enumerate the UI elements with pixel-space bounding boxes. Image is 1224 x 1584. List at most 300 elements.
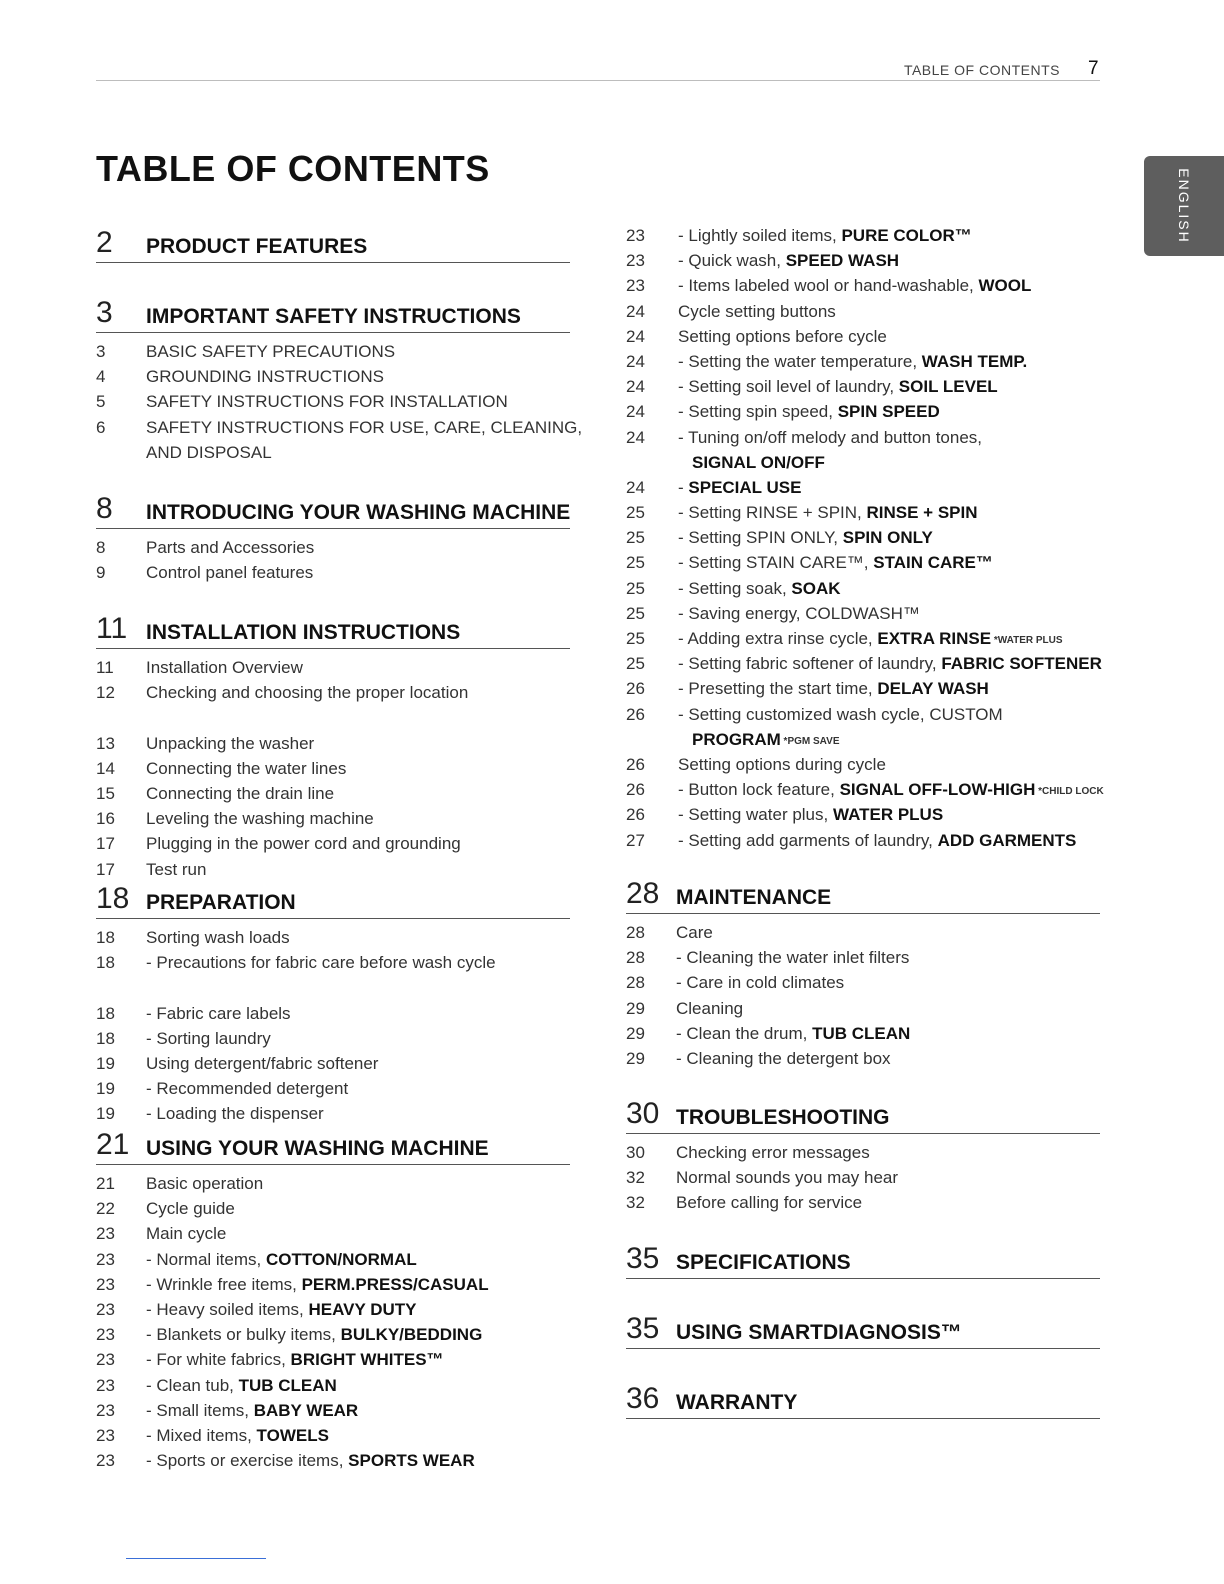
entry-label: - Button lock feature, bbox=[678, 780, 840, 800]
toc-entry[interactable] bbox=[96, 1373, 570, 1398]
language-tab[interactable] bbox=[1144, 156, 1224, 256]
entry-text bbox=[678, 349, 1126, 374]
entry-page-number: 14 bbox=[96, 758, 115, 778]
entry-text bbox=[678, 601, 1126, 626]
entry-page-number: 29 bbox=[626, 1048, 645, 1068]
entry-text bbox=[146, 806, 590, 831]
entry-page-number: 18 bbox=[96, 953, 115, 973]
toc-section bbox=[96, 492, 570, 585]
toc-entry[interactable] bbox=[626, 702, 1106, 752]
toc-entry[interactable] bbox=[96, 560, 570, 585]
entry-label: - Sports or exercise items, bbox=[146, 1451, 349, 1471]
running-title: TABLE OF CONTENTS bbox=[903, 62, 1060, 78]
entry-label: - Fabric care labels bbox=[146, 1003, 291, 1023]
entry-keyword: SIGNAL OFF-LOW-HIGH bbox=[839, 780, 1036, 800]
toc-entry[interactable] bbox=[96, 781, 570, 806]
entry-text bbox=[146, 560, 590, 585]
entry-page-number: 32 bbox=[626, 1193, 645, 1213]
toc-entry[interactable] bbox=[626, 1190, 1100, 1215]
entry-text bbox=[146, 925, 590, 950]
toc-section bbox=[96, 882, 570, 1127]
section-entries bbox=[96, 333, 583, 465]
entry-label: Installation Overview bbox=[146, 658, 303, 677]
section-entries bbox=[96, 649, 570, 882]
entry-label: Connecting the water lines bbox=[146, 758, 347, 778]
entry-label: - Small items, bbox=[146, 1400, 254, 1420]
entry-text bbox=[678, 676, 1126, 701]
entry-label: - Setting SPIN ONLY, bbox=[678, 528, 843, 548]
entry-label: Checking error messages bbox=[676, 1143, 870, 1162]
entry-label: - Setting add garments of laundry, bbox=[678, 830, 938, 850]
entry-page-number: 25 bbox=[626, 553, 645, 573]
entry-label: - Items labeled wool or hand-washable, bbox=[678, 276, 979, 296]
entry-page-number: 24 bbox=[626, 402, 645, 422]
entry-page-number: 29 bbox=[626, 998, 645, 1018]
entry-label: Plugging in the power cord and grounding bbox=[146, 834, 461, 854]
toc-entry[interactable] bbox=[96, 1398, 570, 1423]
entry-page-number: 22 bbox=[96, 1199, 115, 1219]
toc-entry[interactable] bbox=[96, 1196, 570, 1221]
section-title: MAINTENANCE bbox=[676, 886, 832, 909]
entry-label: - bbox=[678, 477, 689, 497]
entry-keyword: WATER PLUS bbox=[832, 805, 944, 825]
toc-entry[interactable] bbox=[626, 996, 1100, 1021]
entry-label: Control panel features bbox=[146, 563, 314, 583]
entry-keyword: STAIN CARE™ bbox=[873, 553, 993, 573]
entry-label: - Quick wash, bbox=[678, 251, 786, 271]
entry-keyword: HEAVY DUTY bbox=[308, 1299, 417, 1319]
entry-page-number: 26 bbox=[626, 754, 645, 774]
entry-text bbox=[146, 1247, 590, 1272]
section-entries bbox=[626, 914, 1100, 1071]
footer-link-rule bbox=[126, 1558, 266, 1559]
entry-label: - Setting the water temperature, bbox=[678, 351, 922, 371]
section-title: PREPARATION bbox=[146, 891, 296, 914]
section-heading[interactable] bbox=[626, 1312, 1100, 1349]
entry-keyword: SPIN SPEED bbox=[837, 402, 940, 422]
entry-keyword: WASH TEMP. bbox=[921, 351, 1028, 371]
entry-page-number: 23 bbox=[96, 1325, 115, 1345]
entry-page-number: 17 bbox=[96, 834, 115, 854]
toc-entry[interactable] bbox=[626, 425, 1106, 475]
entry-text bbox=[676, 1165, 1120, 1190]
entry-keyword: PURE COLOR™ bbox=[841, 226, 972, 245]
entry-page-number: 23 bbox=[96, 1350, 115, 1370]
page-number: 7 bbox=[1088, 58, 1099, 79]
entry-page-number: 23 bbox=[96, 1224, 115, 1244]
entry-keyword: SOIL LEVEL bbox=[898, 377, 998, 397]
toc-entry[interactable] bbox=[96, 339, 570, 364]
entry-label: Leveling the washing machine bbox=[146, 809, 374, 829]
toc-entry[interactable] bbox=[96, 1026, 570, 1051]
entry-text bbox=[678, 500, 1126, 525]
entry-label: - Clean the drum, bbox=[676, 1023, 813, 1043]
entry-text bbox=[146, 1026, 590, 1051]
entry-text bbox=[678, 651, 1126, 676]
toc-section bbox=[96, 226, 570, 263]
entry-text bbox=[678, 324, 1126, 349]
toc-entry[interactable] bbox=[96, 1322, 570, 1347]
entry-text bbox=[678, 550, 1126, 575]
entry-text bbox=[146, 831, 590, 856]
entry-label: Parts and Accessories bbox=[146, 538, 315, 557]
toc-entry[interactable] bbox=[626, 1021, 1100, 1046]
entry-text bbox=[146, 1322, 590, 1347]
section-entries bbox=[626, 1134, 1100, 1216]
entry-page-number: 23 bbox=[96, 1425, 115, 1445]
toc-entry[interactable] bbox=[96, 1448, 570, 1473]
toc-entry[interactable] bbox=[96, 1272, 570, 1297]
section-entries bbox=[96, 1165, 570, 1473]
entry-keyword: BABY WEAR bbox=[253, 1400, 359, 1420]
entry-page-number: 26 bbox=[626, 704, 645, 724]
entry-text bbox=[146, 1076, 590, 1101]
entry-label: Checking and choosing the proper location bbox=[146, 683, 469, 703]
entry-label: - Setting STAIN CARE™, bbox=[678, 553, 874, 573]
toc-entry[interactable] bbox=[96, 1076, 570, 1101]
section-heading[interactable] bbox=[626, 1097, 1100, 1134]
section-entries bbox=[96, 529, 570, 585]
toc-entry[interactable] bbox=[626, 945, 1100, 970]
entry-label: - Normal items, bbox=[146, 1249, 266, 1269]
entry-keyword: TOWELS bbox=[256, 1425, 329, 1445]
toc-entry[interactable] bbox=[96, 1347, 570, 1372]
entry-text bbox=[678, 828, 1126, 853]
entry-text bbox=[678, 374, 1126, 399]
entry-text bbox=[676, 970, 1120, 995]
entry-text bbox=[678, 576, 1126, 601]
entry-page-number: 23 bbox=[626, 251, 645, 271]
toc-section bbox=[96, 612, 570, 882]
entry-page-number: 23 bbox=[626, 226, 645, 245]
section-heading[interactable] bbox=[96, 492, 570, 529]
section-heading[interactable] bbox=[96, 1128, 570, 1165]
entry-label: - Mixed items, bbox=[146, 1425, 257, 1445]
entry-keyword: PROGRAM bbox=[692, 729, 781, 749]
entry-text bbox=[146, 1272, 590, 1297]
toc-entry[interactable] bbox=[96, 925, 570, 950]
toc-entry[interactable] bbox=[626, 223, 1106, 248]
toc-section bbox=[626, 1382, 1100, 1419]
section-heading[interactable] bbox=[96, 296, 570, 333]
toc-entry[interactable] bbox=[96, 1221, 570, 1246]
entry-text bbox=[146, 1398, 590, 1423]
toc-entry[interactable] bbox=[96, 731, 570, 756]
entry-page-number: 25 bbox=[626, 603, 645, 623]
entry-page-number: 28 bbox=[626, 923, 645, 942]
toc-section bbox=[96, 1128, 570, 1473]
entry-page-number: 17 bbox=[96, 859, 115, 879]
section-title: USING YOUR WASHING MACHINE bbox=[146, 1137, 489, 1160]
entry-label: GROUNDING INSTRUCTIONS bbox=[146, 367, 384, 387]
entry-page-number: 18 bbox=[96, 1028, 115, 1048]
toc-entry[interactable] bbox=[626, 777, 1106, 802]
entry-page-number: 24 bbox=[626, 326, 645, 346]
entry-keyword: COTTON/NORMAL bbox=[265, 1249, 417, 1269]
entry-keyword: BRIGHT WHITES™ bbox=[290, 1350, 444, 1370]
toc-entry[interactable] bbox=[626, 1046, 1100, 1071]
toc-entry[interactable] bbox=[96, 655, 570, 680]
toc-entry[interactable] bbox=[626, 475, 1106, 500]
toc-entry[interactable] bbox=[626, 1165, 1100, 1190]
entry-text bbox=[678, 702, 1126, 754]
toc-entry[interactable] bbox=[96, 806, 570, 831]
entry-page-number: 28 bbox=[626, 973, 645, 993]
section-heading[interactable] bbox=[96, 882, 570, 919]
toc-entry[interactable] bbox=[626, 676, 1106, 701]
entry-page-number: 23 bbox=[96, 1400, 115, 1420]
toc-entry[interactable] bbox=[626, 399, 1106, 424]
section-page-number: 35 bbox=[626, 1312, 660, 1345]
entry-label: - Cleaning the water inlet filters bbox=[676, 948, 910, 968]
entry-keyword: TUB CLEAN bbox=[812, 1023, 911, 1043]
entry-label: - Lightly soiled items, bbox=[678, 226, 842, 245]
entry-page-number: 25 bbox=[626, 629, 645, 649]
entry-page-number: 18 bbox=[96, 928, 115, 947]
section-title: INTRODUCING YOUR WASHING MACHINE bbox=[146, 501, 571, 524]
entry-page-number: 19 bbox=[96, 1079, 115, 1099]
section-entries bbox=[96, 919, 570, 1127]
entry-keyword: FABRIC SOFTENER bbox=[941, 654, 1102, 674]
toc-entry[interactable] bbox=[96, 535, 570, 560]
entry-label: - Saving energy, COLDWASH™ bbox=[678, 603, 920, 623]
entry-label: Main cycle bbox=[146, 1224, 227, 1244]
toc-entry[interactable] bbox=[626, 920, 1100, 945]
entry-text bbox=[146, 1448, 590, 1473]
entry-text bbox=[676, 1046, 1120, 1071]
entry-label: Cleaning bbox=[676, 998, 744, 1018]
entry-text bbox=[676, 996, 1120, 1021]
entry-text bbox=[146, 1221, 590, 1246]
toc-section bbox=[626, 1312, 1100, 1349]
entry-label: Connecting the drain line bbox=[146, 783, 335, 803]
toc-entry[interactable] bbox=[96, 364, 570, 389]
entry-keyword: ADD GARMENTS bbox=[937, 830, 1077, 850]
toc-entry[interactable] bbox=[626, 802, 1106, 827]
entry-label: - Setting fabric softener of laundry, bbox=[678, 654, 942, 674]
toc-entry[interactable] bbox=[96, 680, 570, 730]
entry-page-number: 26 bbox=[626, 780, 645, 800]
entry-text bbox=[146, 1171, 590, 1196]
entry-page-number: 24 bbox=[626, 351, 645, 371]
toc-entry[interactable] bbox=[96, 1171, 570, 1196]
toc-entry[interactable] bbox=[626, 601, 1106, 626]
entry-text bbox=[146, 535, 590, 560]
section-heading[interactable] bbox=[626, 877, 1100, 914]
entry-page-number: 25 bbox=[626, 528, 645, 548]
entry-label: Setting options during cycle bbox=[678, 754, 886, 774]
entry-page-number: 5 bbox=[96, 392, 106, 412]
toc-entry[interactable] bbox=[626, 273, 1106, 298]
toc-entry[interactable] bbox=[626, 500, 1106, 525]
entry-text bbox=[678, 752, 1126, 777]
toc-entry[interactable] bbox=[626, 651, 1106, 676]
entry-text bbox=[678, 223, 1126, 248]
entry-text bbox=[146, 950, 590, 975]
entry-page-number: 25 bbox=[626, 503, 645, 523]
entry-label: SAFETY INSTRUCTIONS FOR INSTALLATION bbox=[146, 392, 508, 412]
section-page-number: 8 bbox=[96, 492, 113, 525]
entry-page-number: 23 bbox=[96, 1451, 115, 1471]
entry-label: - Blankets or bulky items, bbox=[146, 1325, 341, 1345]
entry-page-number: 26 bbox=[626, 679, 645, 699]
toc-entry[interactable] bbox=[626, 299, 1106, 324]
section-page-number: 11 bbox=[96, 612, 128, 645]
entry-page-number: 12 bbox=[96, 683, 115, 703]
toc-entry[interactable] bbox=[96, 1001, 570, 1026]
entry-text bbox=[678, 802, 1126, 827]
entry-label: SAFETY INSTRUCTIONS FOR USE, CARE, CLEANING, AND DISPOSAL bbox=[146, 417, 583, 462]
toc-section bbox=[626, 877, 1100, 1071]
toc-entry[interactable] bbox=[626, 349, 1106, 374]
header-rule bbox=[96, 80, 1100, 81]
entry-label: Normal sounds you may hear bbox=[676, 1168, 899, 1188]
entry-page-number: 21 bbox=[96, 1174, 115, 1193]
entry-page-number: 16 bbox=[96, 809, 115, 829]
section-heading[interactable] bbox=[96, 226, 570, 263]
entry-label: - Setting soak, bbox=[678, 578, 792, 598]
toc-entry[interactable] bbox=[96, 415, 583, 465]
entry-page-number: 23 bbox=[96, 1249, 115, 1269]
entry-label: - Cleaning the detergent box bbox=[676, 1048, 891, 1068]
entry-text bbox=[146, 1101, 590, 1126]
toc-entry[interactable] bbox=[626, 374, 1106, 399]
section-title: IMPORTANT SAFETY INSTRUCTIONS bbox=[146, 305, 521, 328]
toc-entry[interactable] bbox=[626, 828, 1106, 853]
entry-text bbox=[146, 857, 590, 882]
entry-label: - For white fabrics, bbox=[146, 1350, 291, 1370]
entry-text bbox=[146, 680, 590, 705]
toc-entry[interactable] bbox=[626, 248, 1106, 273]
entry-keyword: PERM.PRESS/CASUAL bbox=[301, 1274, 489, 1294]
section-page-number: 30 bbox=[626, 1097, 660, 1130]
section-title: USING SMARTDIAGNOSIS™ bbox=[676, 1321, 962, 1344]
entry-text bbox=[146, 1373, 590, 1398]
toc-entry[interactable] bbox=[626, 970, 1100, 995]
entry-label: - Sorting laundry bbox=[146, 1028, 271, 1048]
entry-text bbox=[678, 777, 1126, 804]
entry-label: - Tuning on/off melody and button tones, bbox=[678, 427, 983, 447]
section-heading[interactable] bbox=[626, 1242, 1100, 1279]
section-title: SPECIFICATIONS bbox=[676, 1251, 851, 1274]
section-page-number: 2 bbox=[96, 226, 113, 259]
entry-text bbox=[676, 1190, 1120, 1215]
entry-text bbox=[146, 756, 590, 781]
toc-entry[interactable] bbox=[626, 525, 1106, 550]
toc-entry[interactable] bbox=[96, 857, 570, 882]
entry-text bbox=[146, 781, 590, 806]
entry-label: Cycle setting buttons bbox=[678, 301, 836, 321]
page-title: TABLE OF CONTENTS bbox=[96, 148, 490, 189]
entry-text bbox=[146, 1423, 590, 1448]
entry-text bbox=[678, 299, 1126, 324]
entry-page-number: 6 bbox=[96, 417, 106, 437]
toc-entry[interactable] bbox=[96, 756, 570, 781]
entry-label: - Precautions for fabric care before wash cycle bbox=[146, 953, 496, 973]
entry-text bbox=[146, 364, 590, 389]
toc-entry[interactable] bbox=[96, 1297, 570, 1322]
entry-label: BASIC SAFETY PRECAUTIONS bbox=[146, 342, 396, 361]
section-page-number: 3 bbox=[96, 296, 113, 329]
entry-text bbox=[146, 415, 590, 465]
continued-entries bbox=[626, 223, 1106, 853]
entry-page-number: 3 bbox=[96, 342, 106, 361]
entry-page-number: 23 bbox=[626, 276, 645, 296]
entry-page-number: 23 bbox=[96, 1375, 115, 1395]
toc-entry[interactable] bbox=[626, 324, 1106, 349]
section-title: WARRANTY bbox=[676, 1391, 798, 1414]
toc-entry[interactable] bbox=[96, 950, 570, 1000]
section-title: INSTALLATION INSTRUCTIONS bbox=[146, 621, 461, 644]
toc-section bbox=[626, 1242, 1100, 1279]
entry-page-number: 28 bbox=[626, 948, 645, 968]
section-page-number: 28 bbox=[626, 877, 660, 910]
entry-label: - Heavy soiled items, bbox=[146, 1299, 309, 1319]
entry-text bbox=[676, 945, 1120, 970]
toc-entry[interactable] bbox=[626, 576, 1106, 601]
toc-entry[interactable] bbox=[626, 1140, 1100, 1165]
entry-label: - Clean tub, bbox=[146, 1375, 239, 1395]
entry-label: Using detergent/fabric softener bbox=[146, 1053, 379, 1073]
toc-entry[interactable] bbox=[96, 1247, 570, 1272]
entry-page-number: 23 bbox=[96, 1299, 115, 1319]
entry-keyword: SPEED WASH bbox=[785, 251, 900, 271]
toc-entry[interactable] bbox=[96, 1101, 570, 1126]
entry-label: Test run bbox=[146, 859, 207, 879]
entry-text bbox=[678, 248, 1126, 273]
entry-label: - Care in cold climates bbox=[676, 973, 845, 993]
entry-label: Care bbox=[676, 923, 713, 942]
entry-text bbox=[146, 1347, 590, 1372]
entry-page-number: 11 bbox=[96, 658, 114, 677]
toc-entry[interactable] bbox=[626, 626, 1106, 651]
section-heading[interactable] bbox=[626, 1382, 1100, 1419]
entry-page-number: 26 bbox=[626, 805, 645, 825]
toc-entry[interactable] bbox=[96, 389, 570, 414]
toc-entry[interactable] bbox=[96, 1423, 570, 1448]
entry-text bbox=[676, 1140, 1120, 1165]
entry-label: - Adding extra rinse cycle, bbox=[678, 629, 878, 649]
section-page-number: 21 bbox=[96, 1128, 130, 1161]
entry-text bbox=[146, 1001, 590, 1026]
section-heading[interactable] bbox=[96, 612, 570, 649]
entry-page-number: 8 bbox=[96, 538, 106, 557]
entry-label: - Setting customized wash cycle, CUSTOM bbox=[678, 704, 1003, 724]
section-title: PRODUCT FEATURES bbox=[146, 235, 368, 258]
toc-entry[interactable] bbox=[96, 1051, 570, 1076]
entry-label: Basic operation bbox=[146, 1174, 264, 1193]
entry-keyword: SPIN ONLY bbox=[842, 528, 933, 548]
entry-keyword: SOAK bbox=[791, 578, 841, 598]
entry-page-number: 27 bbox=[626, 830, 645, 850]
toc-section bbox=[96, 296, 583, 465]
entry-text bbox=[678, 475, 1126, 500]
entry-page-number: 19 bbox=[96, 1104, 115, 1124]
entry-page-number: 24 bbox=[626, 377, 645, 397]
entry-keyword: SPECIAL USE bbox=[688, 477, 802, 497]
entry-label: - Setting RINSE + SPIN, bbox=[678, 503, 867, 523]
toc-entry[interactable] bbox=[96, 831, 570, 856]
toc-entry[interactable] bbox=[626, 752, 1106, 777]
entry-page-number: 29 bbox=[626, 1023, 645, 1043]
entry-label: - Loading the dispenser bbox=[146, 1104, 324, 1124]
entry-label: Cycle guide bbox=[146, 1199, 235, 1219]
entry-text bbox=[678, 525, 1126, 550]
toc-entry[interactable] bbox=[626, 550, 1106, 575]
entry-text bbox=[146, 389, 590, 414]
entry-text bbox=[146, 731, 590, 756]
entry-page-number: 24 bbox=[626, 477, 645, 497]
